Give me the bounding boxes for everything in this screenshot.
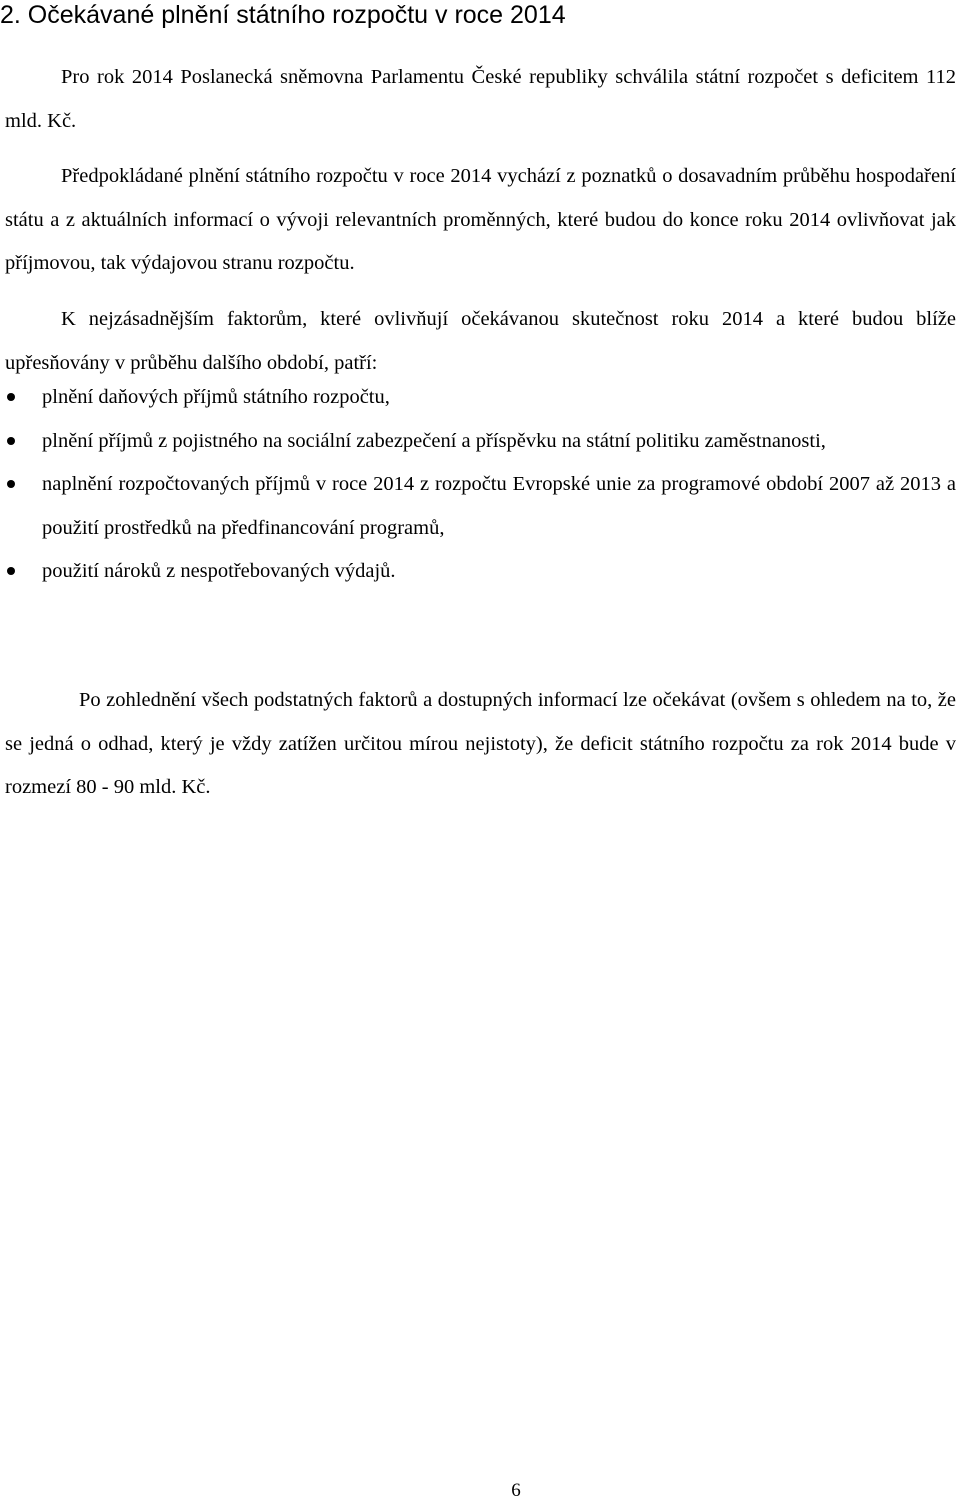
factors-list — [0, 376, 956, 594]
list-item — [0, 376, 956, 420]
list-item-text: použití nároků z nespotřebovaných výdajů. — [42, 560, 396, 582]
paragraph-approved-budget: Pro rok 2014 Poslanecká sněmovna Parlamentu České republiky schválila státní rozpočet s deficitem 112 mld. Kč. — [5, 66, 956, 132]
list-item-text: plnění příjmů z pojistného na sociální zabezpečení a příspěvku na státní politiku zaměstnanosti, — [42, 429, 826, 452]
paragraph-expected-fulfillment: Předpokládané plnění státního rozpočtu v roce 2014 vychází z poznatků o dosavadním průběhu hospodaření státu a z aktuálních informací o vývoji relevantních proměnných, které budou do konce roku 2014 ovlivňovat jak příjmovou, tak výdajovou stranu rozpočtu. — [5, 165, 956, 274]
list-item-text: naplnění rozpočtovaných příjmů v roce 2014 z rozpočtu Evropské unie za programové období 2007 až 2013 a použití prostředků na předfinancování programů, — [42, 473, 956, 539]
list-item — [0, 463, 956, 550]
list-item — [0, 550, 956, 594]
section-heading: 2. Očekávané plnění státního rozpočtu v roce 2014 — [0, 1, 566, 29]
bullet-icon — [7, 437, 15, 445]
bullet-icon — [7, 393, 15, 401]
list-item-text: plnění daňových příjmů státního rozpočtu, — [42, 386, 390, 408]
bullet-icon — [7, 480, 15, 488]
list-item — [0, 420, 956, 464]
bullet-icon — [7, 567, 15, 575]
page-number: 6 — [511, 1480, 521, 1501]
paragraph-key-factors: K nejzásadnějším faktorům, které ovlivňují očekávanou skutečnost roku 2014 a které budou blíže upřesňovány v průběhu dalšího období, patří: — [5, 308, 956, 374]
paragraph-deficit-estimate: Po zohlednění všech podstatných faktorů a dostupných informací lze očekávat (ovšem s ohledem na to, že se jedná o odhad, který je vždy zatížen určitou mírou nejistoty), že deficit státního rozpočtu za rok 2014 bude v rozmezí 80 - 90 mld. Kč. — [5, 689, 956, 798]
